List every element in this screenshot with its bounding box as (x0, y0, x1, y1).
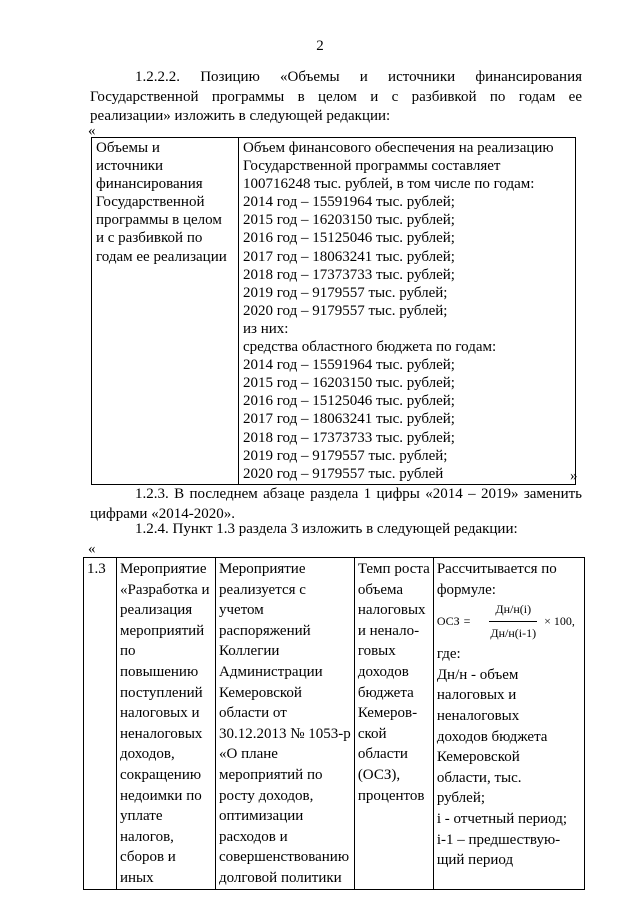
funding-value-line: 2019 год – 9179557 тыс. рублей; (243, 447, 448, 464)
funding-value-line: 2017 год – 18063241 тыс. рублей; (243, 248, 455, 265)
measure-name-line: мероприятий (120, 622, 205, 639)
para3-line: 1.2.4. Пункт 1.3 раздела 3 изложить в следующей редакции: (135, 521, 518, 537)
calc-definition-line: i-1 – предшествую- (436, 831, 561, 848)
measure-name-line: «Разработка и (120, 581, 210, 598)
opening-quote-1: « (88, 123, 96, 139)
funding-value-line: 2014 год – 15591964 тыс. рублей; (243, 357, 455, 374)
indicator-line: процентов (357, 787, 425, 804)
calc-definition-line: i - отчетный период; (436, 810, 568, 827)
measure-name-line: налогов, (120, 828, 174, 845)
funding-value-line: 2017 год – 18063241 тыс. рублей; (243, 411, 455, 428)
calc-definition-line: области, тыс. (436, 769, 522, 786)
calc-definition-line: рублей; (436, 790, 486, 807)
measure-name-line: сокращению (120, 766, 202, 783)
calc-intro (437, 559, 581, 600)
measure-basis-line: «О плане (219, 746, 278, 763)
measure-basis-cell (216, 558, 355, 890)
formula-denominator: Дн/н(i-1) (490, 625, 537, 640)
calc-definition-line: щий период (436, 852, 514, 869)
funding-label-line: Государственной (96, 194, 205, 211)
measure-basis-line: 30.12.2013 № 1053-р (219, 725, 351, 742)
paragraph-1-2-3 (90, 485, 582, 524)
funding-value-line: 2019 год – 9179557 тыс. рублей; (243, 284, 448, 301)
indicator-line: Темп роста (357, 561, 430, 577)
funding-value-line: 2020 год – 9179557 тыс. рублей; (243, 302, 448, 319)
funding-value-line: из них: (243, 320, 289, 337)
calc-definition-line: неналоговых (436, 707, 520, 724)
formula-numerator: Дн/н(i) (489, 599, 537, 622)
indicator-line: объема (357, 581, 404, 598)
indicator-line: бюджета (357, 684, 414, 701)
calculation-cell (433, 558, 584, 890)
measure-basis-line: Кемеровской (219, 684, 302, 701)
funding-label-line: и с разбивкой по (96, 230, 203, 247)
calc-intro-line: формуле: (436, 581, 496, 598)
measure-name-line: Мероприятие (120, 561, 207, 577)
formula-lhs: ОСЗ (436, 613, 460, 628)
page-number: 2 (316, 38, 324, 54)
formula-eq: = (463, 613, 471, 628)
funding-value-line: Государственной программы составляет (243, 158, 501, 175)
measure-basis-line: области от (219, 705, 287, 722)
measure-basis-line: распоряжений (219, 622, 311, 639)
funding-table (91, 137, 576, 485)
measure-name-line: доходов, (120, 746, 175, 763)
funding-label-line: годам ее реализации (96, 248, 227, 265)
funding-label-line: программы в целом (96, 212, 222, 229)
calc-definition-line: доходов бюджета (436, 728, 548, 745)
calc-definition-line: Дн/н - объем (436, 666, 519, 683)
calc-intro-line: Рассчитывается по (436, 561, 557, 577)
formula-multiplier: × 100, (544, 613, 575, 628)
indicator-line: говых (357, 643, 396, 660)
para1-line1: 1.2.2.2. Позицию «Объемы и источники финансирования (135, 69, 582, 85)
indicator-line: (ОСЗ), (357, 766, 401, 783)
measure-name-cell (117, 558, 216, 890)
indicator-line: ской (357, 725, 387, 742)
calc-definition-line: налоговых и (436, 687, 517, 704)
funding-value-line: 2018 год – 17373733 тыс. рублей; (243, 429, 455, 446)
funding-label-line: Объемы и (96, 140, 160, 156)
funding-label-line: источники (96, 158, 164, 175)
measure-name-line: налоговых и (120, 705, 200, 722)
para1-line3: реализации» изложить в следующей редакции: (90, 108, 391, 124)
formula (437, 602, 581, 640)
funding-label-cell (92, 138, 239, 485)
measure-name-line: поступлений (120, 684, 203, 701)
funding-value-line: 2016 год – 15125046 тыс. рублей; (243, 393, 455, 410)
measure-basis-line: совершенствованию (219, 849, 350, 866)
calc-definitions (437, 644, 581, 871)
measure-name-line: неналоговых (120, 725, 203, 742)
measure-name-line: недоимки по (120, 787, 202, 804)
measure-basis-line: оптимизации (219, 808, 304, 825)
funding-value-line: 2020 год – 9179557 тыс. рублей (243, 465, 444, 482)
paragraph-1-2-4 (90, 520, 582, 540)
measure-basis-line: росту доходов, (219, 787, 314, 804)
measure-basis-line: Администрации (219, 663, 323, 680)
measure-name-line: повышению (120, 663, 199, 680)
funding-value-line: 100716248 тыс. рублей, в том числе по годам: (243, 176, 535, 193)
para2-line1: 1.2.3. В последнем абзаце раздела 1 цифры «2014 – 2019» заменить (135, 486, 582, 502)
para1-line2: Государственной программы в целом и с разбивкой по годам ее (90, 88, 582, 105)
measure-name-line: реализация (120, 602, 193, 619)
measure-basis-line: Коллегии (219, 643, 280, 660)
indicator-line: и ненало- (357, 622, 420, 639)
calc-definition-line: где: (436, 646, 461, 663)
funding-value-cell (239, 138, 576, 485)
measure-basis-line: учетом (219, 602, 264, 619)
measure-basis-line: долговой политики (219, 869, 342, 886)
funding-value-line: 2014 год – 15591964 тыс. рублей; (243, 194, 455, 211)
measure-name-line: сборов и (120, 849, 176, 866)
funding-value-line: 2016 год – 15125046 тыс. рублей; (243, 230, 455, 247)
measures-table (83, 557, 585, 890)
table-row (84, 558, 585, 890)
closing-quote-1: » (570, 468, 578, 484)
measure-basis-line: Мероприятие (219, 561, 306, 577)
para2-line2: цифрами «2014-2020». (90, 505, 235, 522)
measure-name-line: уплате (120, 808, 163, 825)
indicator-line: области (357, 746, 408, 763)
indicator-line: налоговых (357, 602, 426, 619)
paragraph-1-2-2-2 (90, 68, 582, 127)
calc-definition-line: Кемеровской (436, 749, 520, 766)
measure-name-line: по (120, 643, 136, 660)
measure-name-line: иных (120, 869, 154, 886)
funding-value-line: 2018 год – 17373733 тыс. рублей; (243, 266, 455, 283)
formula-fraction (484, 599, 542, 643)
funding-value-line: 2015 год – 16203150 тыс. рублей; (243, 375, 455, 392)
measure-basis-line: расходов и (219, 828, 288, 845)
funding-value-line: Объем финансового обеспечения на реализацию (243, 140, 554, 156)
funding-value-line: 2015 год – 16203150 тыс. рублей; (243, 212, 455, 229)
funding-value-line: средства областного бюджета по годам: (243, 339, 497, 356)
measure-basis-line: реализуется с (219, 581, 306, 598)
measure-basis-line: мероприятий по (219, 766, 323, 783)
indicator-cell (354, 558, 433, 890)
item-number-cell: 1.3 (84, 558, 117, 890)
funding-label-line: финансирования (96, 176, 203, 193)
indicator-line: доходов (357, 663, 409, 680)
indicator-line: Кемеров- (357, 705, 418, 722)
opening-quote-2: « (88, 541, 96, 557)
